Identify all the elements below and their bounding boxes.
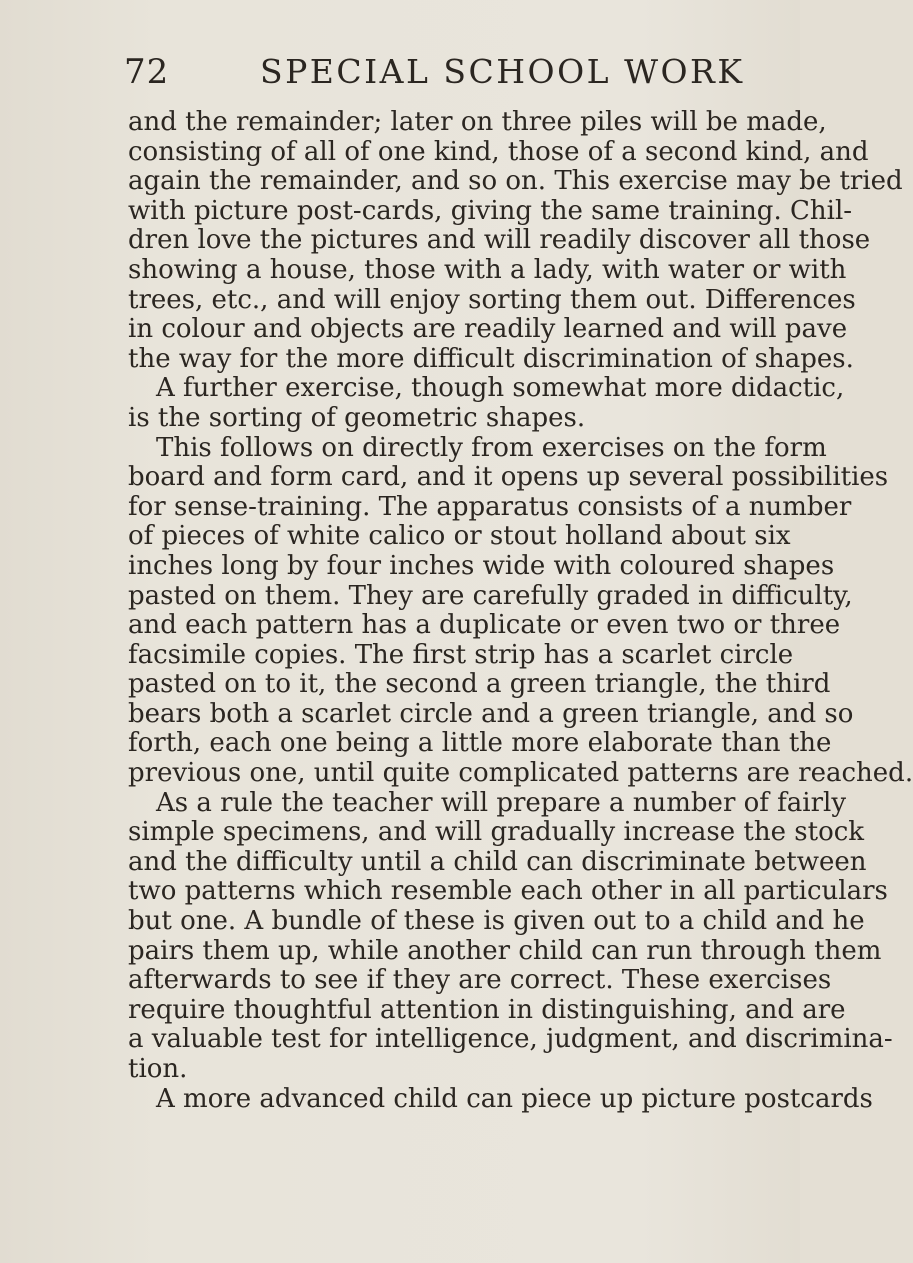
- text-line: for sense-training. The apparatus consists of a number: [128, 491, 852, 522]
- text-line: pairs them up, while another child can run through them: [128, 935, 882, 966]
- text-line: board and form card, and it opens up several possibilities: [128, 462, 889, 493]
- text-line: in colour and objects are readily learned and will pave: [128, 314, 848, 345]
- text-line: again the remainder, and so on. This exercise may be tried: [128, 166, 903, 197]
- text-line: a valuable test for intelligence, judgment, and discrimina-: [128, 1024, 893, 1055]
- text-line: consisting of all of one kind, those of a second kind, and: [128, 136, 869, 167]
- text-line: bears both a scarlet circle and a green triangle, and so: [128, 698, 854, 729]
- text-line: A more advanced child can piece up picture postcards: [156, 1083, 873, 1114]
- text-line: pasted on them. They are carefully graded in difficulty,: [128, 580, 853, 611]
- text-line: A further exercise, though somewhat more didactic,: [156, 373, 845, 404]
- text-line: forth, each one being a little more elaborate than the: [128, 728, 832, 759]
- text-line: This follows on directly from exercises on the form: [156, 432, 827, 463]
- text-line: As a rule the teacher will prepare a number of fairly: [156, 787, 847, 818]
- text-line: dren love the pictures and will readily discover all those: [128, 225, 871, 256]
- text-line: and the remainder; later on three piles will be made,: [128, 107, 827, 137]
- body-text: [128, 107, 913, 1114]
- text-line: of pieces of white calico or stout holland about six: [128, 521, 791, 552]
- text-line: inches long by four inches wide with coloured shapes: [128, 550, 835, 581]
- text-line: require thoughtful attention in distinguishing, and are: [128, 994, 846, 1025]
- text-line: the way for the more difficult discrimination of shapes.: [128, 343, 854, 374]
- text-line: is the sorting of geometric shapes.: [128, 402, 586, 433]
- running-head: [0, 44, 800, 94]
- text-line: two patterns which resemble each other in all particulars: [128, 876, 888, 907]
- text-line: but one. A bundle of these is given out to a child and he: [128, 906, 865, 937]
- text-line: showing a house, those with a lady, with water or with: [128, 254, 847, 285]
- text-line: trees, etc., and will enjoy sorting them out. Differences: [128, 284, 856, 315]
- text-line: and the difficulty until a child can discriminate between: [128, 846, 867, 877]
- text-line: afterwards to see if they are correct. These exercises: [128, 965, 832, 996]
- page-number: 72: [124, 52, 170, 92]
- text-line: pasted on to it, the second a green triangle, the third: [128, 669, 831, 700]
- text-line: facsimile copies. The first strip has a scarlet circle: [128, 639, 794, 670]
- text-line: simple specimens, and will gradually increase the stock: [128, 817, 865, 848]
- text-line: with picture post-cards, giving the same training. Chil-: [128, 195, 853, 226]
- text-line: tion.: [128, 1054, 188, 1084]
- text-line: and each pattern has a duplicate or even two or three: [128, 610, 841, 641]
- running-title: SPECIAL SCHOOL WORK: [260, 52, 745, 91]
- text-line: previous one, until quite complicated patterns are reached.: [128, 758, 913, 789]
